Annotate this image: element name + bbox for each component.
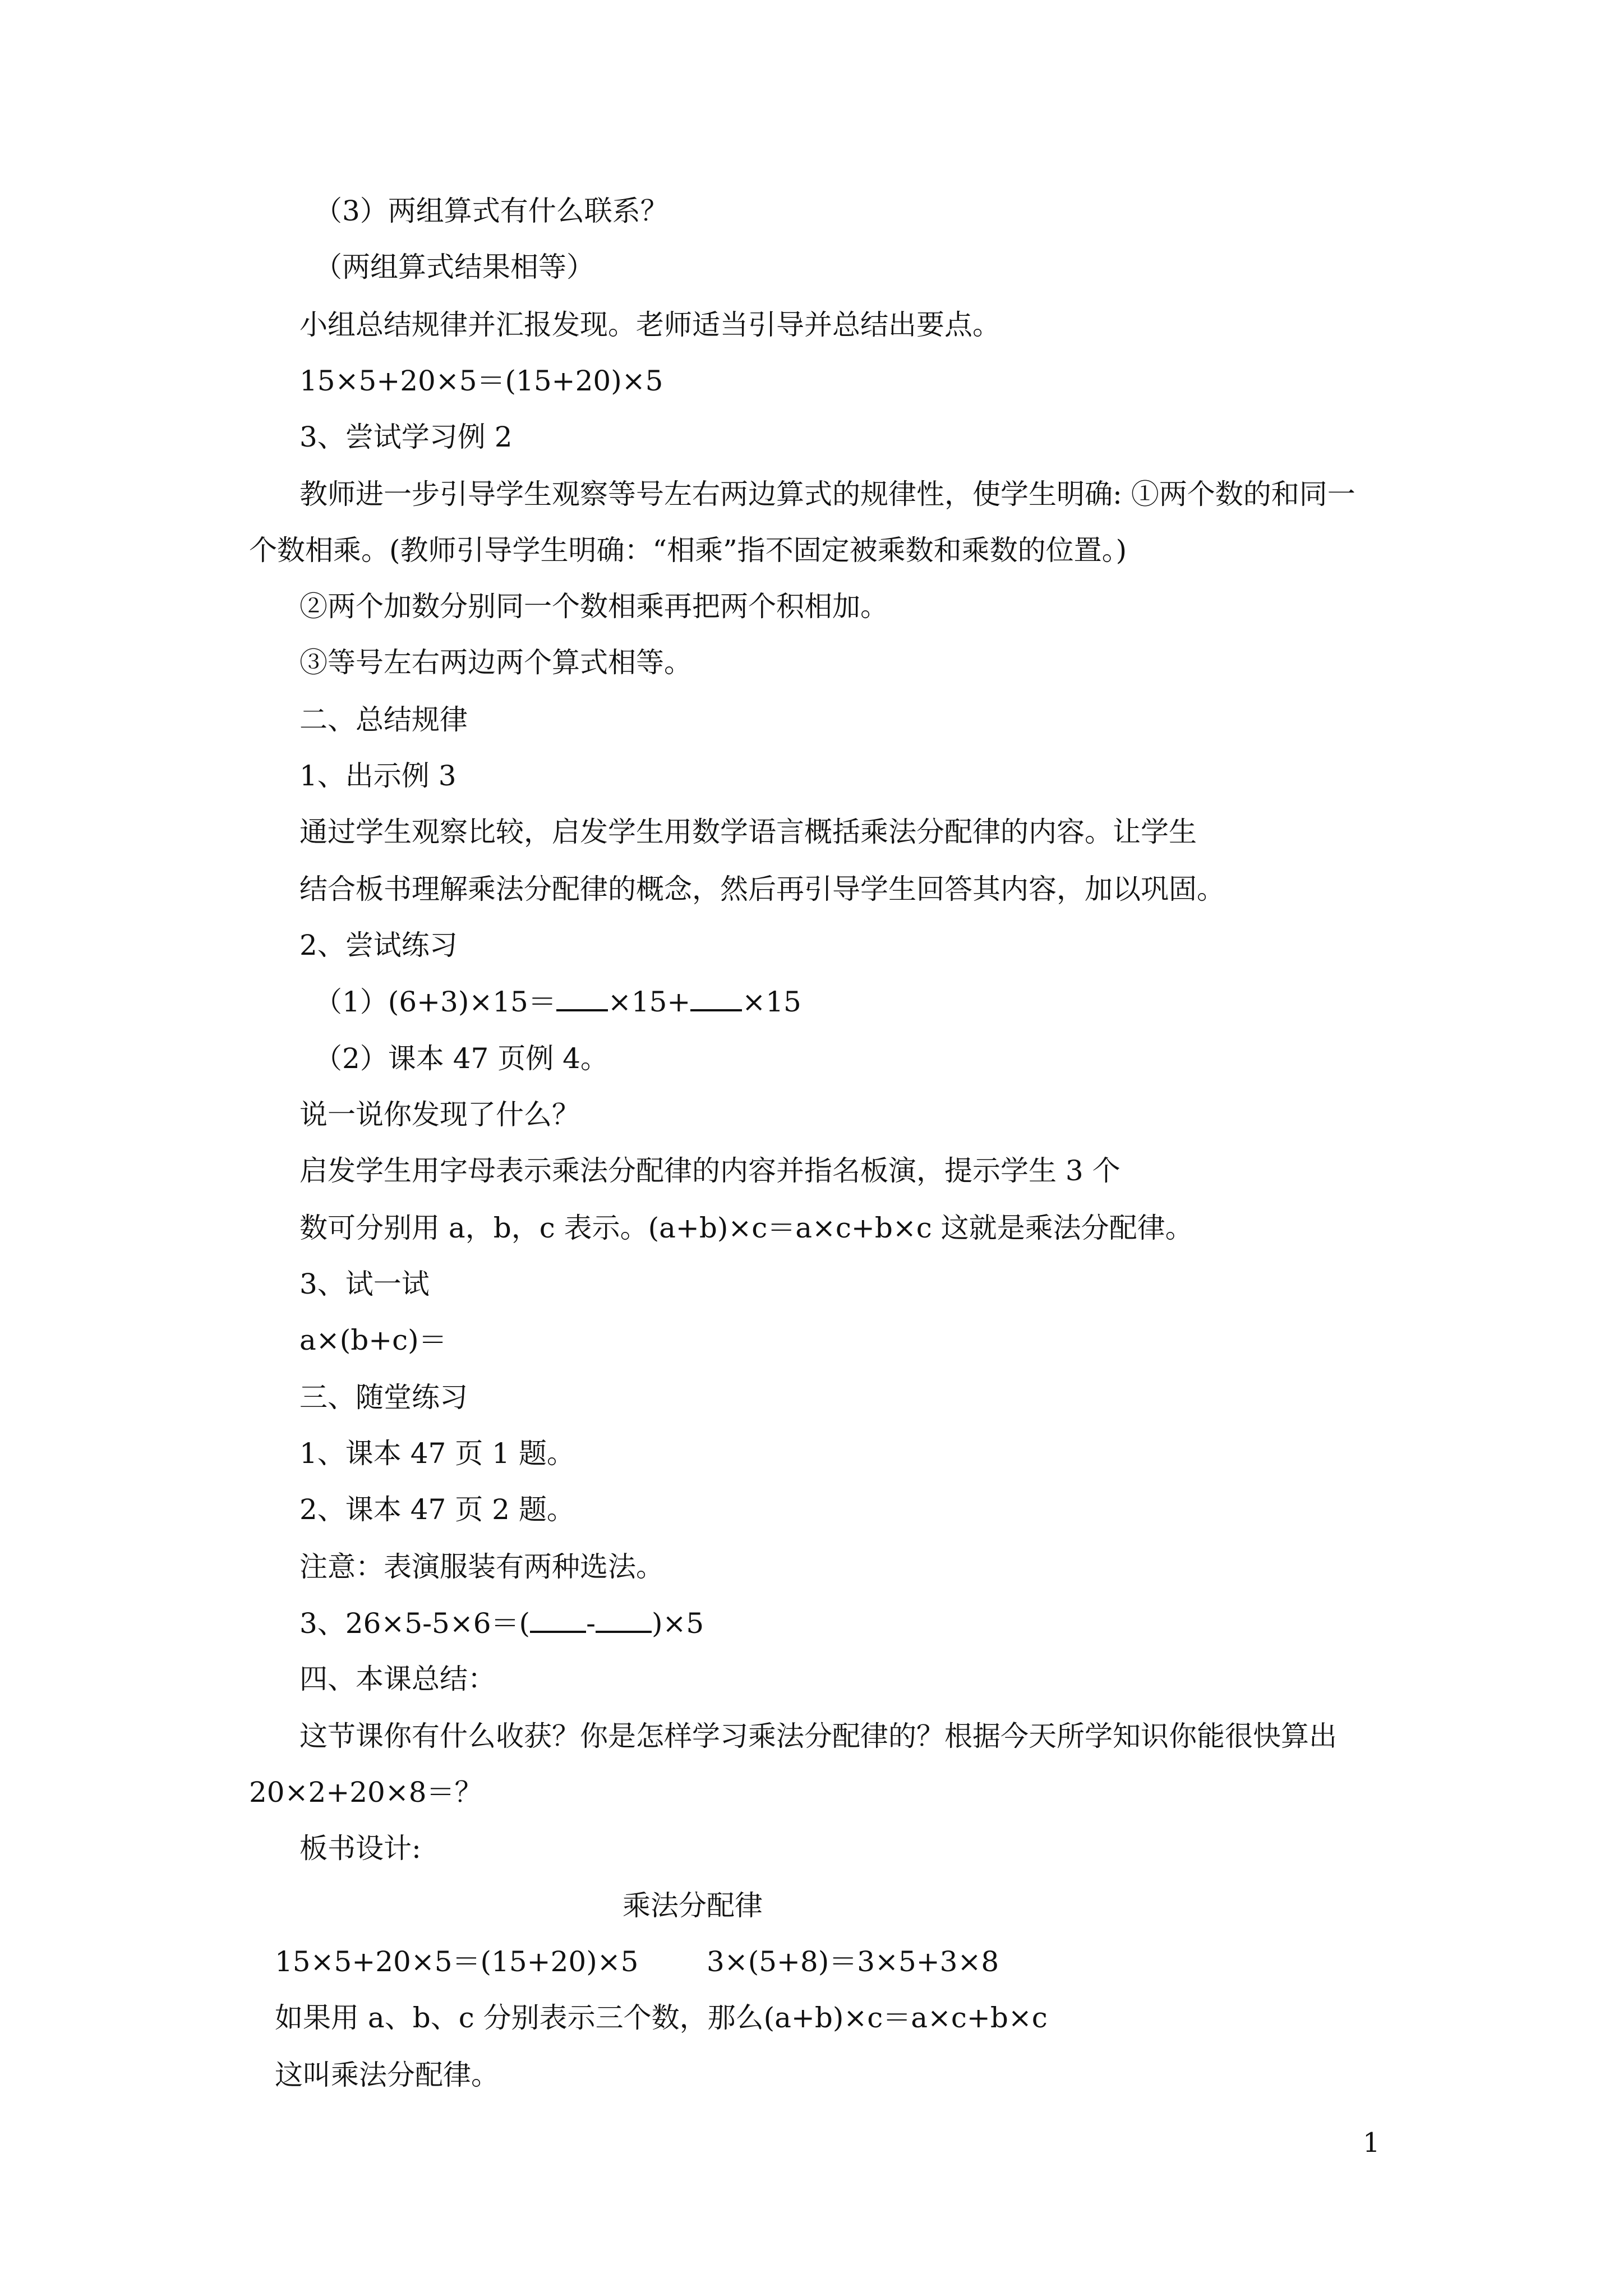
paragraph-line: （2）课本 47 页例 4。 xyxy=(314,1042,608,1075)
paragraph-line: 结合板书理解乘法分配律的概念，然后再引导学生回答其内容，加以巩固。 xyxy=(299,873,1225,905)
board-conclusion: 这叫乘法分配律。 xyxy=(275,2059,499,2091)
formula-line: 15×5+20×5＝(15+20)×5 xyxy=(299,365,663,397)
exercise-text: )×5 xyxy=(651,1607,704,1640)
page-number: 1 xyxy=(1363,2127,1380,2159)
paragraph-line: （两组算式结果相等） xyxy=(314,251,594,283)
answer-blank xyxy=(690,981,742,1011)
answer-blank xyxy=(596,1603,652,1633)
exercise-text: 3、26×5-5×6＝( xyxy=(299,1607,531,1640)
section-heading: 2、尝试练习 xyxy=(299,929,458,961)
paragraph-line: 启发学生用字母表示乘法分配律的内容并指名板演，提示学生 3 个 xyxy=(299,1154,1121,1187)
formula-line: a×(b+c)＝ xyxy=(299,1324,447,1356)
exercise-text: - xyxy=(586,1607,596,1640)
paragraph-line: 数可分别用 a，b，c 表示。(a+b)×c＝a×c+b×c 这就是乘法分配律。 xyxy=(299,1212,1193,1244)
section-heading: 1、出示例 3 xyxy=(299,760,457,792)
paragraph-line: 教师进一步引导学生观察等号左右两边算式的规律性，使学生明确: ①两个数的和同一 xyxy=(299,478,1355,510)
paragraph-line: 说一说你发现了什么？ xyxy=(299,1098,580,1131)
paragraph-line: 板书设计: xyxy=(299,1832,421,1865)
answer-blank xyxy=(530,1603,586,1633)
paragraph-line: 注意：表演服装有两种选法。 xyxy=(299,1550,664,1583)
paragraph-line: 这节课你有什么收获？你是怎样学习乘法分配律的？根据今天所学知识你能很快算出 xyxy=(299,1720,1337,1752)
paragraph-line: ③等号左右两边两个算式相等。 xyxy=(299,646,692,679)
exercise-text: ×15+ xyxy=(607,986,691,1018)
answer-blank xyxy=(556,981,608,1011)
section-heading: 三、随堂练习 xyxy=(299,1381,468,1414)
board-title: 乘法分配律 xyxy=(623,1889,763,1922)
exercise-line-3 xyxy=(299,1603,704,1644)
exercise-text: ×15 xyxy=(742,986,801,1018)
section-heading: 3、试一试 xyxy=(299,1268,430,1300)
exercise-text: （1）(6+3)×15＝ xyxy=(314,986,556,1018)
paragraph-line: ②两个加数分别同一个数相乘再把两个积相加。 xyxy=(299,590,888,623)
section-heading: 3、尝试学习例 2 xyxy=(299,421,513,453)
exercise-line-1 xyxy=(314,981,801,1022)
paragraph-line: 2、课本 47 页 2 题。 xyxy=(299,1493,575,1526)
board-formula-right: 3×(5+8)＝3×5+3×8 xyxy=(707,1945,999,1978)
paragraph-line: 小组总结规律并汇报发现。老师适当引导并总结出要点。 xyxy=(299,309,1000,341)
section-heading: 二、总结规律 xyxy=(299,703,468,736)
paragraph-line: （3）两组算式有什么联系？ xyxy=(314,195,668,227)
paragraph-line: 个数相乘。(教师引导学生明确：“相乘”指不固定被乘数和乘数的位置。) xyxy=(249,534,1127,567)
formula-line: 20×2+20×8＝？ xyxy=(249,1776,483,1809)
section-heading: 四、本课总结： xyxy=(299,1663,496,1695)
board-definition: 如果用 a、b、c 分别表示三个数，那么(a+b)×c＝a×c+b×c xyxy=(275,2001,1048,2034)
paragraph-line: 通过学生观察比较，启发学生用数学语言概括乘法分配律的内容。让学生 xyxy=(299,816,1197,848)
board-formula-left: 15×5+20×5＝(15+20)×5 xyxy=(275,1945,639,1978)
paragraph-line: 1、课本 47 页 1 题。 xyxy=(299,1437,575,1470)
